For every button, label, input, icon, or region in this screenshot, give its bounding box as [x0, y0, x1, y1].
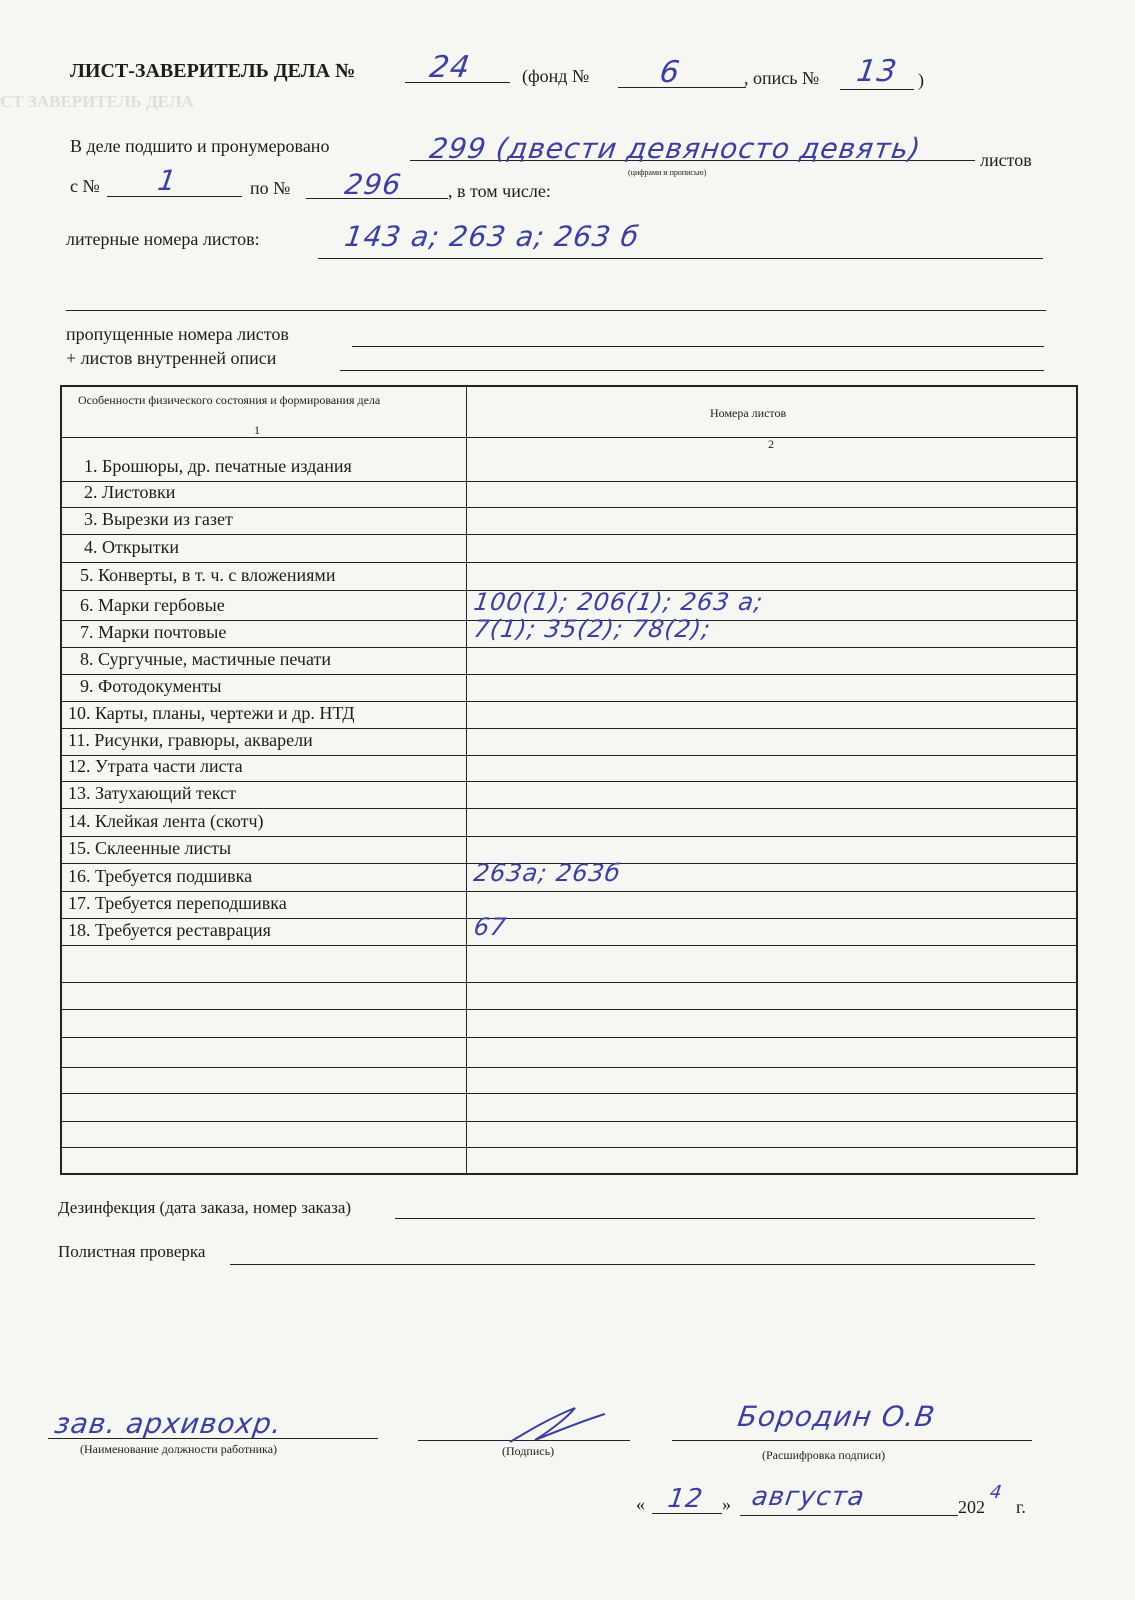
- missing-numbers-line: [352, 346, 1044, 347]
- row-divider: [62, 781, 1076, 782]
- row-divider: [62, 808, 1076, 809]
- opis-label: , опись №: [744, 68, 820, 88]
- col2-header: Номера листов: [710, 406, 787, 420]
- fond-label: (фонд №: [522, 66, 590, 86]
- row-divider: [62, 701, 1076, 702]
- to-value: 296: [342, 168, 404, 201]
- blank-row-divider: [62, 1121, 1076, 1122]
- table-row-label: 5. Конверты, в т. ч. с вложениями: [80, 565, 336, 585]
- including-label: , в том числе:: [448, 181, 551, 201]
- day-value: 12: [665, 1484, 706, 1514]
- row-divider: [62, 836, 1076, 837]
- sewn-label: В деле подшито и пронумеровано: [70, 136, 330, 156]
- letter-numbers-value: 143 а; 263 а; 263 б: [342, 220, 642, 253]
- blank-row-divider: [62, 1147, 1076, 1148]
- quote-open: «: [636, 1494, 645, 1514]
- table-row-label: 6. Марки гербовые: [80, 595, 225, 615]
- row-divider: [62, 507, 1076, 508]
- table-row-label: 3. Вырезки из газет: [84, 509, 233, 529]
- row-divider: [62, 945, 1076, 946]
- table-row-label: 17. Требуется переподшивка: [68, 893, 287, 913]
- opis-number-line: [840, 89, 914, 90]
- condition-table: [60, 385, 1078, 1175]
- row-divider: [62, 918, 1076, 919]
- letter-numbers-label: литерные номера листов:: [66, 229, 260, 249]
- inner-inventory-line: [340, 370, 1044, 371]
- table-row-label: 14. Клейкая лента (скотч): [68, 811, 264, 831]
- opis-close-paren: ): [918, 70, 924, 90]
- year-unit: г.: [1016, 1497, 1026, 1517]
- table-row-label: 10. Карты, планы, чертежи и др. НТД: [68, 703, 355, 723]
- year-prefix: 202: [958, 1497, 985, 1517]
- from-value: 1: [155, 164, 180, 197]
- to-label: по №: [250, 178, 291, 198]
- col2-number: 2: [768, 437, 774, 451]
- signature-caption: (Подпись): [502, 1444, 555, 1458]
- inner-inventory-label: + листов внутренней описи: [66, 348, 277, 368]
- case-number-value: 24: [427, 50, 473, 85]
- fond-number-value: 6: [657, 55, 683, 90]
- table-row-label: 15. Склеенные листы: [68, 838, 232, 858]
- blank-row-divider: [62, 1067, 1076, 1068]
- header-divider: [62, 437, 1076, 438]
- row-divider: [62, 728, 1076, 729]
- position-value: зав. архивохр.: [52, 1407, 285, 1440]
- sheets-label: листов: [980, 150, 1032, 170]
- month-line: [740, 1515, 958, 1516]
- table-row-value: 7(1); 35(2); 78(2);: [472, 615, 713, 643]
- quote-close: »: [722, 1494, 731, 1514]
- table-row-label: 2. Листовки: [84, 482, 176, 502]
- sewn-value: 299 (двести девяносто девять): [427, 132, 924, 165]
- month-value: августа: [749, 1482, 867, 1512]
- row-divider: [62, 534, 1076, 535]
- table-row-label: 13. Затухающий текст: [68, 783, 237, 803]
- fond-number-line: [618, 87, 746, 88]
- table-row-label: 9. Фотодокументы: [80, 676, 222, 696]
- blank-row-divider: [62, 1093, 1076, 1094]
- letter-numbers-line: [318, 258, 1043, 259]
- position-line: [48, 1438, 378, 1439]
- table-row-label: 4. Открытки: [84, 537, 179, 557]
- table-row-label: 8. Сургучные, мастичные печати: [80, 649, 331, 669]
- page-check-label: Полистная проверка: [58, 1242, 206, 1261]
- disinfection-line: [395, 1218, 1035, 1219]
- decoding-value: Бородин О.В: [735, 1400, 938, 1433]
- row-divider: [62, 674, 1076, 675]
- table-row-label: 1. Брошюры, др. печатные издания: [84, 456, 352, 476]
- sewn-hint: (цифрами и прописью): [628, 168, 707, 177]
- table-row-label: 18. Требуется реставрация: [68, 920, 271, 940]
- year-suffix: 4: [988, 1482, 1004, 1503]
- row-divider: [62, 647, 1076, 648]
- decoding-line: [672, 1440, 1032, 1441]
- row-divider: [62, 481, 1076, 482]
- column-divider: [466, 387, 467, 1173]
- missing-numbers-label: пропущенные номера листов: [66, 324, 289, 344]
- signature-scribble-icon: [505, 1400, 615, 1450]
- opis-number-value: 13: [854, 54, 900, 89]
- blank-line: [66, 310, 1046, 311]
- blank-row-divider: [62, 1037, 1076, 1038]
- table-row-label: 16. Требуется подшивка: [68, 866, 253, 886]
- table-row-label: 7. Марки почтовые: [80, 622, 227, 642]
- table-row-value: 67: [472, 913, 509, 941]
- table-row-value: 100(1); 206(1); 263 а;: [472, 588, 766, 616]
- col1-header: Особенности физического состояния и формирования дела: [78, 393, 381, 407]
- table-row-label: 12. Утрата части листа: [68, 756, 243, 776]
- table-row-label: 11. Рисунки, гравюры, акварели: [68, 730, 313, 750]
- page-check-line: [230, 1264, 1035, 1265]
- col1-number: 1: [254, 423, 260, 437]
- decoding-caption: (Расшифровка подписи): [762, 1448, 886, 1462]
- row-divider: [62, 891, 1076, 892]
- blank-row-divider: [62, 1009, 1076, 1010]
- disinfection-label: Дезинфекция (дата заказа, номер заказа): [58, 1198, 352, 1217]
- row-divider: [62, 562, 1076, 563]
- blank-row-divider: [62, 982, 1076, 983]
- from-label: с №: [70, 176, 100, 196]
- position-caption: (Наименование должности работника): [80, 1442, 278, 1456]
- table-row-value: 263а; 263б: [472, 859, 623, 887]
- page-title: ЛИСТ-ЗАВЕРИТЕЛЬ ДЕЛА №: [70, 60, 356, 82]
- bleed-through-text: СТ ЗАВЕРИТЕЛЬ ДЕЛА: [0, 92, 194, 111]
